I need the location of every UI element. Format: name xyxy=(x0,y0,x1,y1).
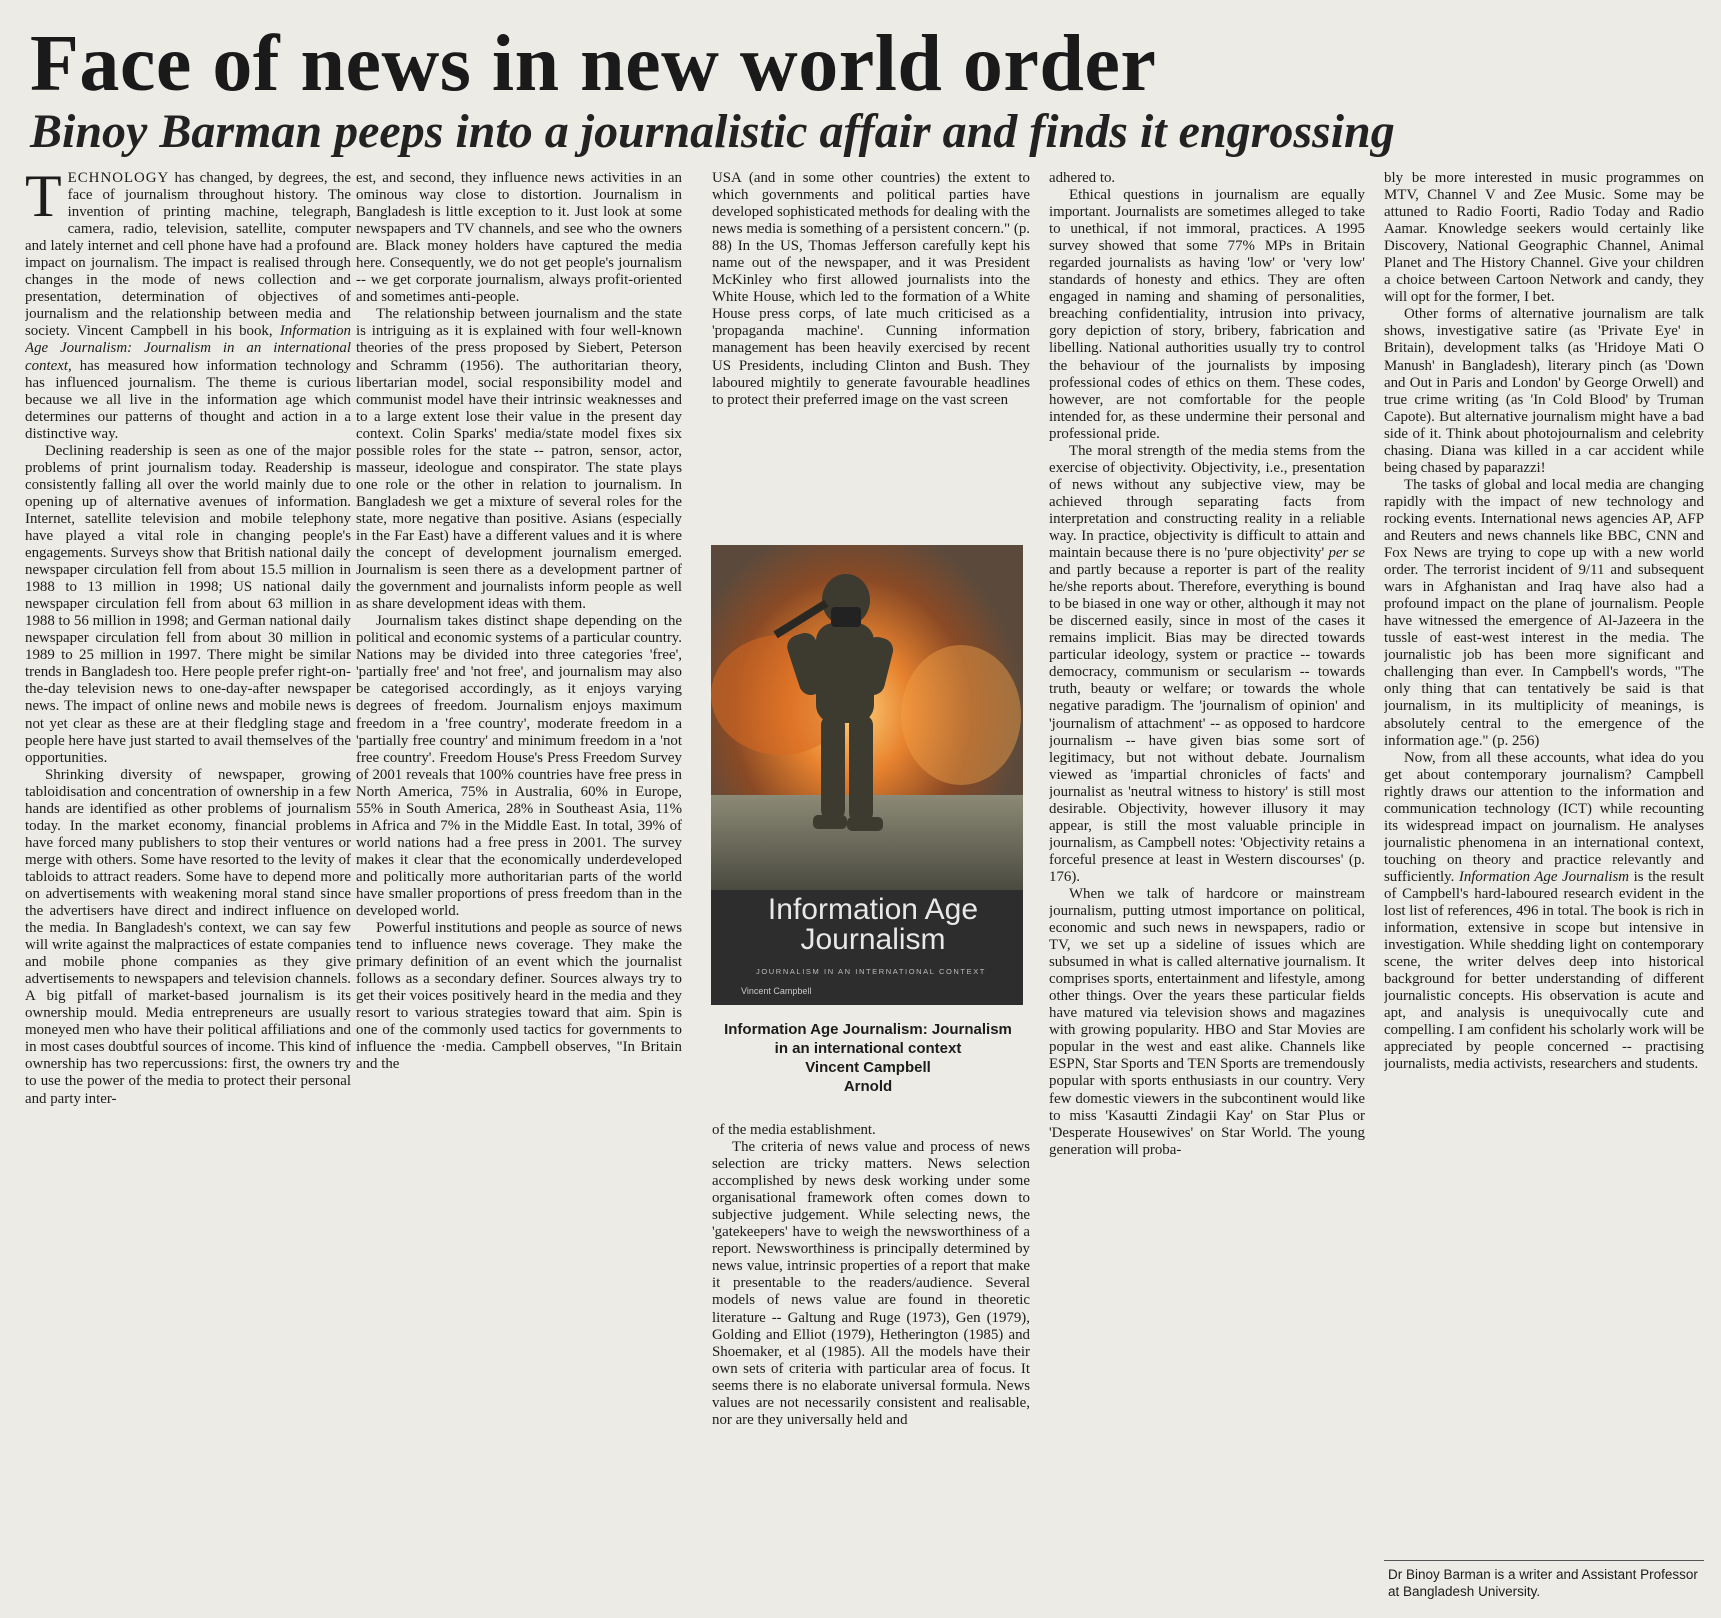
lead-word: ECHNOLOGY xyxy=(67,170,170,186)
paragraph: Declining readership is seen as one of the major problems of print journalism today. Readership is consistently falling all over the world mainly due to opening up of alternative avenues of information. Internet, satellite television and mobile telephony have played a vital role in changing people's engagements. Surveys show that British national daily newspaper circulation fell from about 15.5 million in 1988 to 13 million in 1998; US national daily newspaper circulation fell from about 63 million in 1988 to 56 million in 1998; and German national daily newspaper circulation fell from about 30 million in 1989 to 25 million in 1997. There might be similar trends in Bangladesh too. Here people prefer right-on-the-day television news to one-day-after newspaper news. The impact of online news and mobile news is not yet clear as these are at their fledgling stage and people here have just started to avail themselves of the opportunities. xyxy=(25,442,351,766)
paragraph: of the media establishment. xyxy=(712,1122,876,1138)
text: Now, from all these accounts, what idea do you get about contemporary journalism? Campbell rightly draws our attention to the information and communication technology (ICT) while recounting its widespread impact on journalism. He analyses journalistic phenomena in an international context, touching on theory and practice relevantly and sufficiently. xyxy=(1384,749,1704,885)
cover-title-line: Journalism xyxy=(800,923,946,956)
paragraph: Ethical questions in journalism are equally important. Journalists are sometimes alleged to take to unethical, if not immoral, practices. A 1995 survey showed that some 77% MPs in Britain regarded journalists as having 'low' or 'very low' standards of honesty and ethics. They are often engaged in naming and shaming of personalities, breaching confidentiality, intrusion into privacy, gory depiction of story, bribery, fabrication and libelling. National authorities usually try to control the behaviour of the journalists by imposing professional codes of ethics on them. These codes, however, are not comfortable for the people intended for, as these undermine their personal and professional pride. xyxy=(1049,187,1365,442)
paragraph: The criteria of news value and process of news selection are tricky matters. News selection accomplished by news desk working under some organisational framework often comes down to subjective judgement. While selecting news, the 'gatekeepers' have to weigh the newsworthiness of a report. Newsworthiness is principally determined by news value, intrinsic properties of a report that make it presentable to the readers/audience. Several models of news value are found in theoretic literature -- Galtung and Ruge (1973), Gen (1979), Golding and Elliot (1979), Hetherington (1985) and Shoemaker, et al (1985). All the models have their own sets of criteria with particular area of focus. It seems there is no elaborate universal formula. News values are not necessarily consistent and realisable, nor are they universally held and xyxy=(712,1139,1030,1428)
italic-term: per se xyxy=(1328,545,1365,562)
cover-title-line: Information Age xyxy=(767,893,979,926)
column-3-bottom xyxy=(712,1122,1030,1610)
paragraph xyxy=(25,170,351,443)
paragraph: The relationship between journalism and the state is intriguing as it is explained with four well-known theories of the press proposed by Siebert, Peterson and Schramm (1956). The authoritarian theory, libertarian model, social responsibility model and communist model have their intrinsic weaknesses and to a large extent lose their value in the present day context. Colin Sparks' media/state model fixes six possible roles for the state -- patron, sensor, actor, masseur, ideologue and conspirator. The state plays one role or the other in relation to journalism. In Bangladesh we get a mixture of several roles for the state, more negative than positive. Asians (especially in the Far East) have a different values and it is where the concept of development journalism emerged. Journalism is seen there as a development partner of the government and journalists inform people as well as share development ideas with them. xyxy=(356,306,682,613)
paragraph: Journalism takes distinct shape depending on the political and economic systems of a particular country. Nations may be divided into three categories 'free', 'partially free' and 'not free', and journalism may also be categorised accordingly, as it enjoys varying degrees of freedom. Journalism enjoys maximum freedom in a 'free country', moderate freedom in a 'partially free country' and minimum freedom in a 'not free country'. Freedom House's Press Freedom Survey of 2001 reveals that 100% countries have free press in North America, 75% in Australia, 60% in Europe, 55% in South America, 28% in Southeast Asia, 11% in Africa and 7% in the Middle East. In total, 39% of world nations had a free press in 2001. The survey makes it clear that the economically underdeveloped and politically more authoritarian parts of the world have smaller proportions of press freedom than in the developed world. xyxy=(356,613,682,920)
paragraph: Powerful institutions and people as source of news tend to influence news coverage. They make the primary definition of an event which the journalist follows as a secondary definer. Sources always try to get their voices positively heard in the media and they resort to various strategies toward that aim. Spin is one of the commonly used tactics for governments to influence the ·media. Campbell observes, "In Britain and the xyxy=(356,920,682,1073)
paragraph: Other forms of alternative journalism are talk shows, investigative satire (as 'Private Eye' in Britain), development talks (as 'Hridoye Mati O Manush' in Bangladesh), literary pinch (as 'Down and Out in Paris and London' by George Orwell) and true crime writing (as 'In Cold Blood' by Truman Capote). But alternative journalism might have a bad side of it. Think about photojournalism and celebrity chasing. Diana was killed in a car accident while being chased by paparazzi! xyxy=(1384,306,1704,476)
cover-author: Vincent Campbell xyxy=(741,986,812,996)
paragraph: The tasks of global and local media are changing rapidly with the impact of new technology and rocking events. International news agencies AP, AFP and Reuters and news channels like BBC, CNN and Fox News are trying to cope up with a new world order. The terrorist incident of 9/11 and subsequent wars in Afghanistan and Iraq have also had a profound impact on the plane of journalism. People have witnessed the emergence of Al-Jazeera in the tussle of east-west interest in the media. The journalistic job has been more significant and challenging than ever. In Campbell's words, "The only thing that can tentatively be said is that journalism, in its multiplicity of meanings, is absolutely central to the emergence of the information age." (p. 256) xyxy=(1384,476,1704,749)
text: has measured how information technology has influenced journalism. The theme is curious because we all live in the information age which determines our patterns of thought and action in a distinctive way. xyxy=(25,357,351,442)
text: and partly because a reporter is part of the reality he/she reports about. Therefore, everything is bound to be biased in one way or other, although it may not be discerned easily, since in most of the cases it remains implicit. Bias may be directed towards particular ideology, system or practice -- towards democracy, communism or secularism -- towards truth, beauty or welfare; or towards the whole negative paradigm. The 'journalism of opinion' and 'journalism of attachment' -- as opposed to hardcore journalism -- have given bias some sort of legitimacy, but not without debate. Journalism viewed as 'impartial chronicles of facts' and journalist as 'neutral witness to history' is still most desirable. Objectivity, however illusory it may appear, is still the most valuable principle in journalism, as Campbell notes: 'Objectivity retains a forceful presence at least in Western discourses' (p. 176). xyxy=(1049,562,1365,885)
caption-line: Vincent Campbell xyxy=(805,1059,931,1076)
divider xyxy=(1384,1560,1704,1561)
caption-line: Arnold xyxy=(843,1078,893,1095)
column-1 xyxy=(25,170,351,1610)
caption-line: in an international context xyxy=(774,1040,962,1057)
headline: Face of news in new world order xyxy=(30,20,1157,108)
column-2 xyxy=(356,170,682,1610)
drop-cap: T xyxy=(25,170,62,229)
text: The moral strength of the media stems from the exercise of objectivity. Objectivity, i.e., presentation of news without any subjective view, may be achieved through separating facts from interpretation and constructing reality in a reliable way. In practice, objectivity is difficult to attain and maintain because there is no 'pure objectivity' xyxy=(1049,442,1365,562)
text: has changed, by degrees, the face of journalism throughout history. The invention of printing machine, telegraph, camera, radio, television, satellite, computer and lately internet and cell phone have had a profound impact on journalism. The impact is realised through changes in the mode of news collection and presentation, determination of objectives of journalism and the relationship between media and society. Vincent Campbell in his book, xyxy=(25,170,351,340)
paragraph: Shrinking diversity of newspaper, growing tabloidisation and concentration of ownership in a few hands are identified as other problems of journalism today. In the market economy, financial problems have forced many publishers to stop their ventures or merge with others. Some have resorted to the levity of tabloids to attract readers. Some have to depend more on advertisements with weakening moral stand since the advertisers have direct and indirect influence on the media. In Bangladesh's context, we can say few will write against the malpractices of estate companies and mobile phone companies as they give advertisements to newspapers and television channels. A big pitfall of market-based journalism is its ownership mould. Media entrepreneurs are usually moneyed men who have their political affiliations and in most cases doubtful sources of income. This kind of ownership has two repercussions: first, the owners try to use the power of the media to protect their personal and party inter- xyxy=(25,766,351,1107)
paragraph: est, and second, they influence news activities in an ominous way close to distortion. Journalism in Bangladesh is little exception to it. Just look at some newspapers and TV channels, and see who the owners are. Black money holders have captured the media here. Consequently, we do not get people's journalism -- we get corporate journalism, always profit-oriented and sometimes anti-people. xyxy=(356,170,682,306)
deck: Binoy Barman peeps into a journalistic affair and finds it engrossing xyxy=(30,105,1395,158)
paragraph: adhered to. xyxy=(1049,170,1116,186)
column-4 xyxy=(1049,170,1365,1610)
column-5 xyxy=(1384,170,1704,1555)
column-3-top xyxy=(712,170,1030,540)
book-caption xyxy=(700,1020,1036,1096)
paragraph xyxy=(1384,750,1704,1074)
author-bio: Dr Binoy Barman is a writer and Assistant Professor at Bangladesh University. xyxy=(1388,1567,1698,1599)
paragraph: bly be more interested in music programmes on MTV, Channel V and Zee Music. Some may be attuned to Radio Foorti, Radio Today and Radio Aamar. Knowledge seekers would certainly like Discovery, National Geographic Channel, Animal Planet and The History Channel. Give your children a choice between Cartoon Network and candy, they will opt for the former, I bet. xyxy=(1384,170,1704,306)
paragraph: USA (and in some other countries) the extent to which governments and political parties have developed sophisticated methods for dealing with the news media is something of a persistent concern." (p. 88) In the US, Thomas Jefferson carefully kept his name out of the newspaper, and it was President McKinley who first allowed journalists into the White House, which led to the formation of a White House press corps, of late much criticised as a 'propaganda machine'. Cunning information management has been heavily exercised by recent US Presidents, including Clinton and Bush. They laboured mightily to generate favourable headlines to protect their preferred image on the vast screen xyxy=(712,170,1030,408)
cover-title xyxy=(733,895,1013,955)
book-title-italic: Information Age Journalism xyxy=(1458,868,1630,885)
paragraph: When we talk of hardcore or mainstream journalism, putting utmost importance on political, economic and such news in newspapers, radio or TV, we set up a sideline of issues which are subsumed in what is called alternative journalism. It comprises sports, entertainment and lifestyle, among other things. Over the years these particular fields have matured via television shows and magazines with growing popularity. HBO and Star Movies are popular in the west and east alike. Channels like ESPN, Star Sports and TEN Sports are tremendously popular with sports enthusiasts in our country. Very few domestic viewers in the subcontinent would like to miss 'Kasautti Zindagii Kay' on Star Plus or 'Desperate Housewives' on Star World. The young generation will proba- xyxy=(1049,885,1365,1158)
paragraph xyxy=(1049,443,1365,886)
cover-subtitle: JOURNALISM IN AN INTERNATIONAL CONTEXT xyxy=(756,967,986,976)
book-cover-image xyxy=(711,545,1023,1005)
caption-line: Information Age Journalism: Journalism xyxy=(724,1021,1012,1038)
book-title-italic: Information Age Journalism: Journalism in an international context, xyxy=(25,323,351,374)
soldier-photo xyxy=(711,545,1023,890)
text: is the result of Campbell's hard-laboured research evident in the lost list of references, 496 in total. The book is rich in information, extensive in scope but intensive in investigation. While shedding light on contemporary scene, the writer delves deep into historical background for better understanding of different journalistic concepts. His observation is acute and apt, and analysis is unequivocally cute and compelling. I am confident his scholarly work will be appreciated by people concerned -- practising journalists, media activists, researchers and students. xyxy=(1384,868,1704,1073)
